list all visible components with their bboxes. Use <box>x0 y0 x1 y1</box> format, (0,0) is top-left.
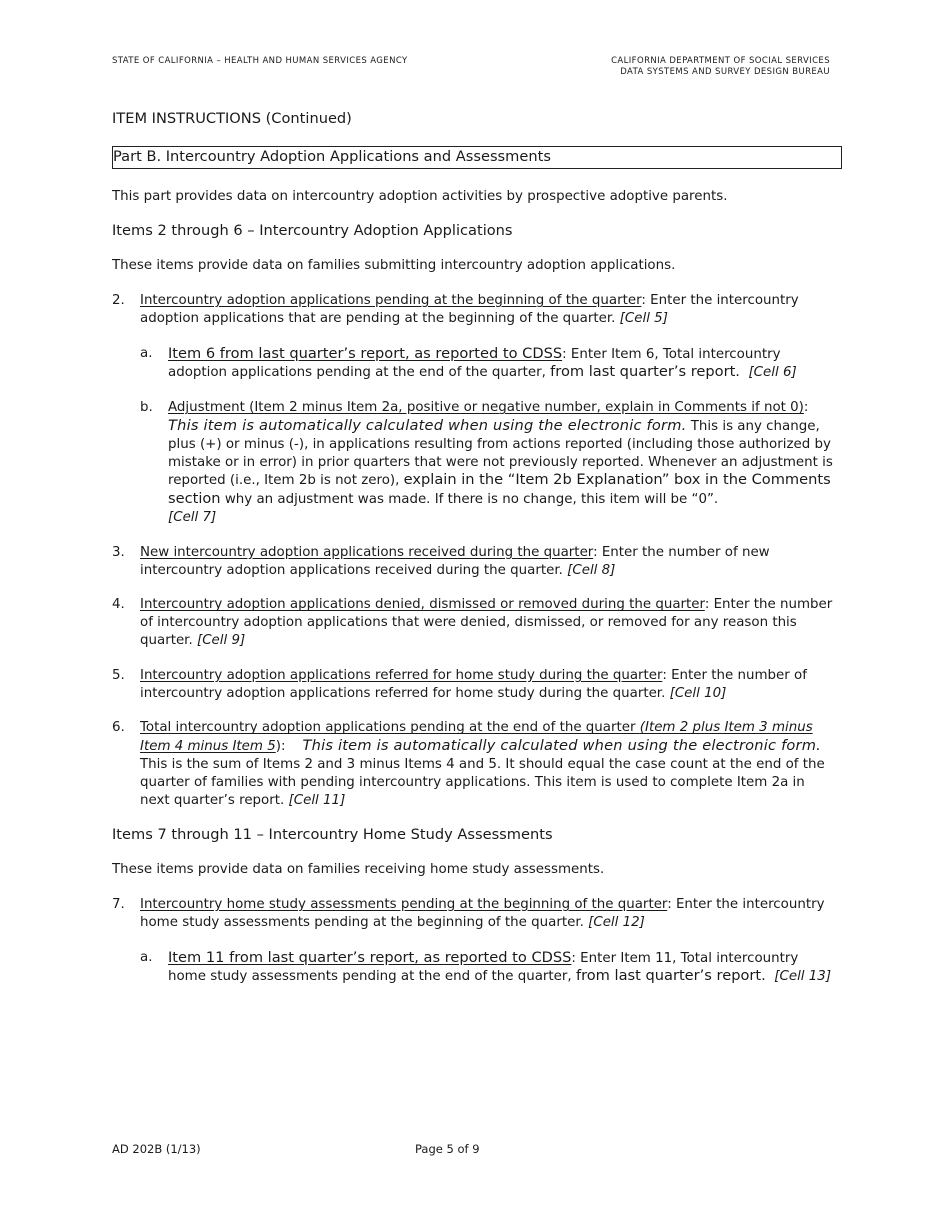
auto-calc-note: This item is automatically calculated when using the electronic form. <box>302 737 821 755</box>
item-body: Adjustment (Item 2 minus Item 2a, positive or negative number, explain in Comments if not 0): This item is automatically calculated when using the electronic form. This is any change, plus (+) or minus (-), in applications resulting from actions reported (including those authorized by mistake or in error) in prior quarters that were not previously reported. Whenever an adjustment is reported (i.e., Item 2b is not zero), explain in the “Item 2b Explanation” box in the Comments section why an adjustment was made. If there is no change, this item will be “0”. [Cell 7] <box>168 400 833 525</box>
footer-form-id: AD 202B (1/13) <box>112 1142 201 1156</box>
item-number: 3. <box>112 544 125 560</box>
footer-page-number: Page 5 of 9 <box>415 1142 480 1156</box>
item-text: : Enter the number of new intercountry adoption applications received during the quarter. <box>140 544 770 578</box>
item-text: : Enter the intercountry adoption applications that are pending at the beginning of the quarter. <box>140 292 799 326</box>
item-body <box>168 345 838 383</box>
part-intro: This part provides data on intercountry adoption activities by prospective adoptive parents. <box>112 188 728 204</box>
document-body <box>112 110 838 986</box>
item-text-emph: explain in the “Item 2b Explanation” box in the Comments section <box>168 471 831 508</box>
item-text: : Enter Item 6, Total intercountry adoption applications pending at the end of the quarter, <box>168 346 781 381</box>
subsection2-heading: Items 7 through 11 – Intercountry Home Study Assessments <box>112 826 553 844</box>
item-body <box>140 719 838 809</box>
item-body <box>140 596 838 649</box>
item-title: Item 11 from last quarter’s report, as reported to CDSS <box>168 948 572 966</box>
subsection1-heading: Items 2 through 6 – Intercountry Adoption Applications <box>112 222 513 240</box>
item-body <box>140 292 838 328</box>
subsection2-desc: These items provide data on families receiving home study assessments. <box>112 862 605 878</box>
auto-calc-note: This item is automatically calculated when using the electronic form. <box>168 416 687 434</box>
item-number: 4. <box>112 597 125 613</box>
item-title: Intercountry adoption applications referred for home study during the quarter <box>140 667 663 683</box>
item-7 <box>112 896 838 932</box>
item-5 <box>112 667 838 703</box>
cell-ref: [Cell 10] <box>669 685 727 701</box>
cell-ref: [Cell 12] <box>588 914 645 930</box>
item-title: Intercountry adoption applications pending at the beginning of the quarter <box>140 292 642 308</box>
section-title: ITEM INSTRUCTIONS (Continued) <box>112 110 352 127</box>
cell-ref: [Cell 7] <box>168 509 217 525</box>
part-b-title-box <box>112 146 842 169</box>
item-title: Intercountry home study assessments pending at the beginning of the quarter <box>140 896 668 912</box>
cell-ref: [Cell 9] <box>196 632 246 648</box>
header-agency: STATE OF CALIFORNIA – HEALTH AND HUMAN SERVICES AGENCY <box>112 56 408 66</box>
header-department-line1: CALIFORNIA DEPARTMENT OF SOCIAL SERVICES <box>611 56 830 66</box>
item-2 <box>112 292 838 328</box>
item-2b <box>140 399 838 527</box>
item-letter: b. <box>140 400 153 416</box>
item-number: 7. <box>112 896 125 912</box>
item-4 <box>112 596 838 649</box>
item-letter: a. <box>140 345 153 361</box>
item-3 <box>112 544 838 580</box>
item-formula: (Item 2 plus Item 3 minus Item 4 minus Item 5 <box>140 720 813 755</box>
item-text: : Enter the intercountry home study assessments pending at the beginning of the quarter. <box>140 896 825 930</box>
item-number: 5. <box>112 667 125 683</box>
item-body <box>140 667 838 703</box>
item-text: : Enter the number of intercountry adoption applications that were denied, dismissed, or removed for any reason this quarter. <box>140 597 833 648</box>
item-text: This is the sum of Items 2 and 3 minus Items 4 and 5. It should equal the case count at the end of the quarter of families with pending intercountry applications. This item is used to complete Item 2a in next quarter’s report. <box>140 756 825 808</box>
item-text: : Enter Item 11, Total intercountry home study assessments pending at the end of the quarter, <box>168 950 799 985</box>
item-body <box>140 896 838 932</box>
header-department-line2: DATA SYSTEMS AND SURVEY DESIGN BUREAU <box>620 67 830 77</box>
item-text: : Enter the number of intercountry adoption applications referred for home study during the quarter. <box>140 667 807 701</box>
item-2a <box>140 345 838 383</box>
item-body <box>140 544 838 580</box>
item-number: 2. <box>112 292 125 308</box>
item-text-emph: from last quarter’s report. <box>550 363 740 381</box>
item-7a <box>140 949 838 987</box>
item-text-emph: from last quarter’s report. <box>575 967 766 985</box>
item-title-text: Total intercountry adoption applications pending at the end of the quarter <box>140 720 640 736</box>
item-title: Item 6 from last quarter’s report, as reported to CDSS <box>168 344 563 362</box>
item-body <box>168 949 838 987</box>
cell-ref: [Cell 5] <box>619 310 668 326</box>
cell-ref: [Cell 13] <box>774 969 832 985</box>
item-6 <box>112 719 838 809</box>
part-b-title: Part B. Intercountry Adoption Applications and Assessments <box>113 147 551 165</box>
item-text-tail: why an adjustment was made. If there is no change, this item will be “0”. <box>220 492 719 508</box>
item-colon: : <box>280 739 303 755</box>
cell-ref: [Cell 11] <box>288 792 346 808</box>
item-number: 6. <box>112 720 125 736</box>
item-title: Adjustment (Item 2 minus Item 2a, positive or negative number, explain in Comments if not 0) <box>168 400 804 416</box>
cell-ref: [Cell 6] <box>748 365 797 381</box>
header-department <box>611 56 830 78</box>
item-text: This is any change, plus (+) or minus (-), in applications resulting from actions reported (including those authorized by mistake or in error) in prior quarters that were not previously reported. Whenever an adjustment is reported (i.e., Item 2b is not zero), <box>168 418 833 489</box>
item-formula-close: ) <box>275 739 281 755</box>
item-letter: a. <box>140 949 153 965</box>
item-title: New intercountry adoption applications received during the quarter <box>140 544 594 560</box>
subsection1-desc: These items provide data on families submitting intercountry adoption applications. <box>112 258 676 274</box>
item-title: Intercountry adoption applications denied, dismissed or removed during the quarter <box>140 597 705 613</box>
cell-ref: [Cell 8] <box>567 562 616 578</box>
